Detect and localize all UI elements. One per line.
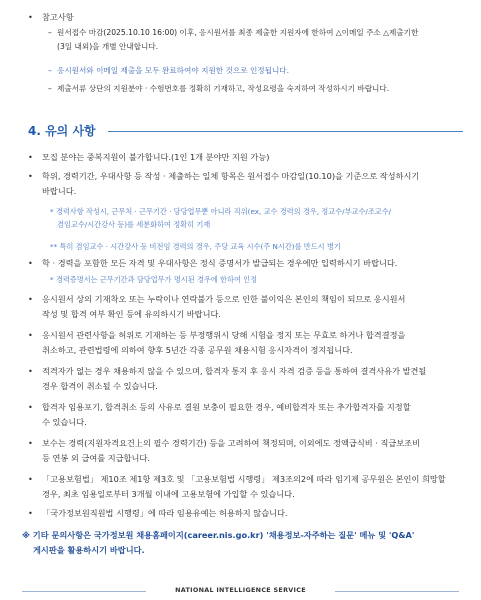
- note-career-detail: * 경력사항 작성시, 근무처 · 근무기간 · 담당업무뿐 아니라 직위(ex, 교수 경력의 경우, 정교수/부교수/조교수/ 겸임교수/시간강사 등)를 세분화하여 정확히 기재: [50, 207, 392, 229]
- bullet-dot-icon: •: [28, 366, 33, 376]
- reference-item-3: – 제출서류 상단의 지원분야 · 수험번호를 정확히 기재하고, 작성요령을 숙지하여 작성하시기 바랍니다.: [48, 82, 461, 96]
- note-adjunct: ** 특히 겸임교수 · 시간강사 등 비전임 경력의 경우, 주당 교육 시수(주 N시간)를 반드시 병기: [50, 242, 341, 251]
- bullet-dot-icon: •: [28, 508, 33, 518]
- bullet-dot-icon: •: [28, 258, 33, 268]
- bullet-dot-icon: •: [28, 402, 33, 412]
- notice-bullet-1: • 모집 분야는 중복지원이 불가합니다.(1인 1개 분야만 지원 가능): [28, 150, 461, 165]
- note-certificate: * 경력증명서는 근무기간과 담당업무가 명시된 경우에 한하여 인정: [50, 275, 258, 284]
- bullet-dot-icon: •: [28, 152, 33, 162]
- notice-bullet-4: • 응시원서 상의 기재착오 또는 누락이나 연락불가 등으로 인한 불이익은 본인의 책임이 되므로 응시원서 작성 및 합격 여부 확인 등에 유의하시기 바랍니다.: [28, 294, 406, 319]
- section-divider: [108, 131, 463, 132]
- notice-bullet-5: • 응시원서 관련사항을 허위로 기재하는 등 부정행위시 당해 시험을 정지 또는 무효로 하거나 합격결정을 취소하고, 관련법령에 의하여 향후 5년간 각종 공무원 채용시험 응시자격이 정지됩니다.: [28, 330, 406, 355]
- dash-icon: –: [48, 66, 52, 75]
- reference-heading: 참고사항: [42, 12, 74, 22]
- dash-icon: –: [48, 28, 52, 37]
- section-title: 4. 유의 사항: [28, 124, 96, 138]
- bullet-dot-icon: •: [28, 171, 33, 181]
- notice-bullet-9: • 「고용보험법」 제10조 제1항 제3호 및 「고용보험법 시행령」 제3조의2에 따라 임기제 공무원은 본인이 희망할 경우, 최초 임용일로부터 3개월 이내에 고용보험에 가입할 수 있습니다.: [28, 474, 446, 499]
- notice-bullet-3: • 학 · 경력을 포함한 모든 자격 및 우대사항은 정식 증명서가 발급되는 경우에만 입력하시기 바랍니다.: [28, 256, 461, 271]
- dash-icon: –: [48, 84, 52, 93]
- notice-bullet-6: • 적격자가 없는 경우 채용하지 않을 수 있으며, 합격자 통지 후 응시 자격 검증 등을 통하여 결격사유가 발견될 경우 합격이 취소될 수 있습니다.: [28, 366, 427, 391]
- bullet-dot-icon: •: [28, 330, 33, 340]
- notice-bullet-8: • 보수는 경력(지원자격요건上의 필수 경력기간) 등을 고려하여 책정되며, 이외에도 정액급식비 · 직급보조비 등 연봉 외 급여를 지급합니다.: [28, 438, 420, 463]
- reference-item-1: – 원서접수 마감(2025.10.10 16:00) 이후, 응시원서를 최종 제출한 지원자에 한하여 △이메일 주소 △제출기한 (3일 내외)을 개별 안내합니다.: [48, 28, 419, 51]
- reference-heading-row: [28, 10, 461, 25]
- notice-bullet-10: • 「국가정보원직원법 시행령」에 따라 임용유예는 허용하지 않습니다.: [28, 506, 461, 521]
- reference-item-2: – 응시원서와 이메일 제출을 모두 완료하여야 지원한 것으로 인정됩니다.: [48, 64, 461, 78]
- footer-brand: NATIONAL INTELLIGENCE SERVICE: [175, 586, 306, 594]
- bullet-dot-icon: •: [28, 438, 33, 448]
- notice-bullet-7: • 합격자 임용포기, 합격취소 등의 사유로 결원 보충이 필요한 경우, 예비합격자 또는 추가합격자를 지정할 수 있습니다.: [28, 402, 411, 427]
- bullet-dot-icon: •: [28, 294, 33, 304]
- bullet-dot-icon: •: [28, 12, 33, 22]
- bullet-dot-icon: •: [28, 474, 33, 484]
- notice-bullet-2: • 학위, 경력기간, 우대사항 등 작성 · 제출하는 일체 항목은 원서접수 마감일(10.10)을 기준으로 작성하시기 바랍니다.: [28, 171, 420, 196]
- inquiry-note: ※ 기타 문의사항은 국가정보원 채용홈페이지(career.nis.go.kr) '채용정보-자주하는 질문' 메뉴 및 'Q&A' 게시판을 활용하시기 바랍니다.: [22, 530, 415, 555]
